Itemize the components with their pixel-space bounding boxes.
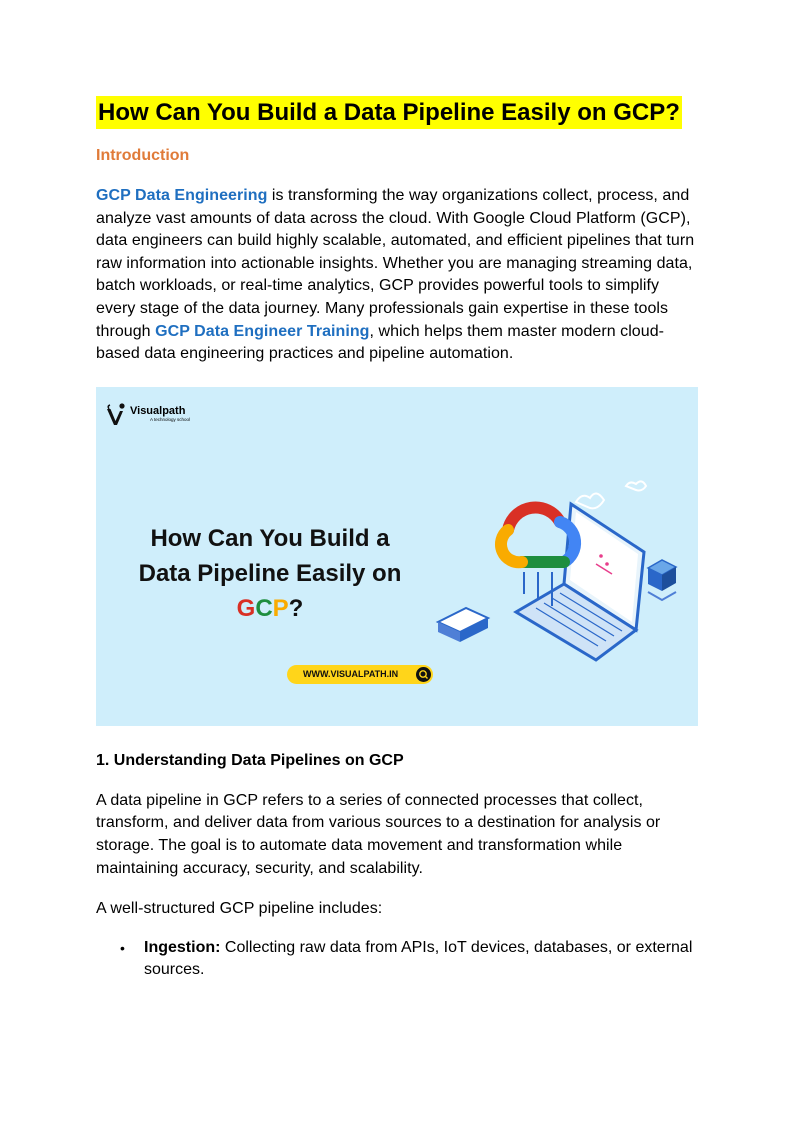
visualpath-logo — [106, 403, 190, 427]
brand-name: Visualpath — [130, 405, 186, 418]
intro-text-1: is transforming the way organizations collect, process, and analyze vast amounts of data across the cloud. With Google Cloud Platform (GCP), data engineers can build highly scalable, automated, and efficient pipelines that turn raw information into actionable insights. Whether you are managing streaming data, batch workloads, or real-time analytics, GCP provides powerful tools to simplify every stage of the data journey. Many professionals gain expertise in these tools through — [96, 187, 695, 340]
banner-title-line-2: Data Pipeline Easily on — [138, 559, 402, 587]
gcp-data-engineer-training-link[interactable]: GCP Data Engineer Training — [155, 322, 370, 340]
banner-title-line-3 — [114, 591, 426, 626]
bullet-marker: • — [120, 939, 125, 956]
website-url: WWW.VISUALPATH.IN — [303, 668, 399, 679]
banner-image — [96, 387, 698, 726]
cloud-laptop-illustration — [426, 472, 686, 672]
intro-paragraph — [96, 185, 698, 366]
visualpath-logo-icon — [106, 403, 128, 427]
brand-tagline: A technology school — [150, 417, 191, 423]
intro-heading: Introduction — [96, 147, 190, 164]
letter-c: C — [255, 594, 273, 622]
google-cloud-icon — [501, 507, 575, 562]
list-item-text: Collecting raw data from APIs, IoT devices, databases, or external sources. — [144, 938, 693, 979]
website-url-pill — [287, 665, 433, 684]
small-cloud-icon — [576, 493, 604, 508]
pipeline-components-list — [96, 937, 698, 982]
section-1-list-intro: A well-structured GCP pipeline includes: — [96, 900, 383, 918]
banner-title — [114, 521, 426, 626]
server-box-right-icon — [648, 560, 676, 600]
question-mark: ? — [288, 594, 304, 622]
server-box-left-icon — [438, 608, 488, 642]
list-item-term: Ingestion: — [144, 938, 221, 956]
page-title: How Can You Build a Data Pipeline Easily on GCP? — [96, 96, 682, 129]
intro-text-2: , which helps them master modern cloud-based data engineering practices and pipeline automation. — [96, 322, 665, 363]
document-content — [96, 96, 698, 982]
banner-title-line-1: How Can You Build a — [150, 524, 390, 552]
gcp-data-engineering-link[interactable]: GCP Data Engineering — [96, 187, 268, 204]
section-1-heading: 1. Understanding Data Pipelines on GCP — [96, 751, 404, 769]
laptop-icon — [516, 504, 644, 660]
section-1-paragraph: A data pipeline in GCP refers to a series of connected processes that collect, transform, and deliver data from various sources to a destination for analysis or storage. The goal is to automate data movement and transformation while maintaining accuracy, security, and scalability. — [96, 791, 661, 877]
list-item — [120, 937, 698, 982]
letter-g: G — [236, 594, 256, 622]
letter-p: P — [272, 594, 289, 622]
